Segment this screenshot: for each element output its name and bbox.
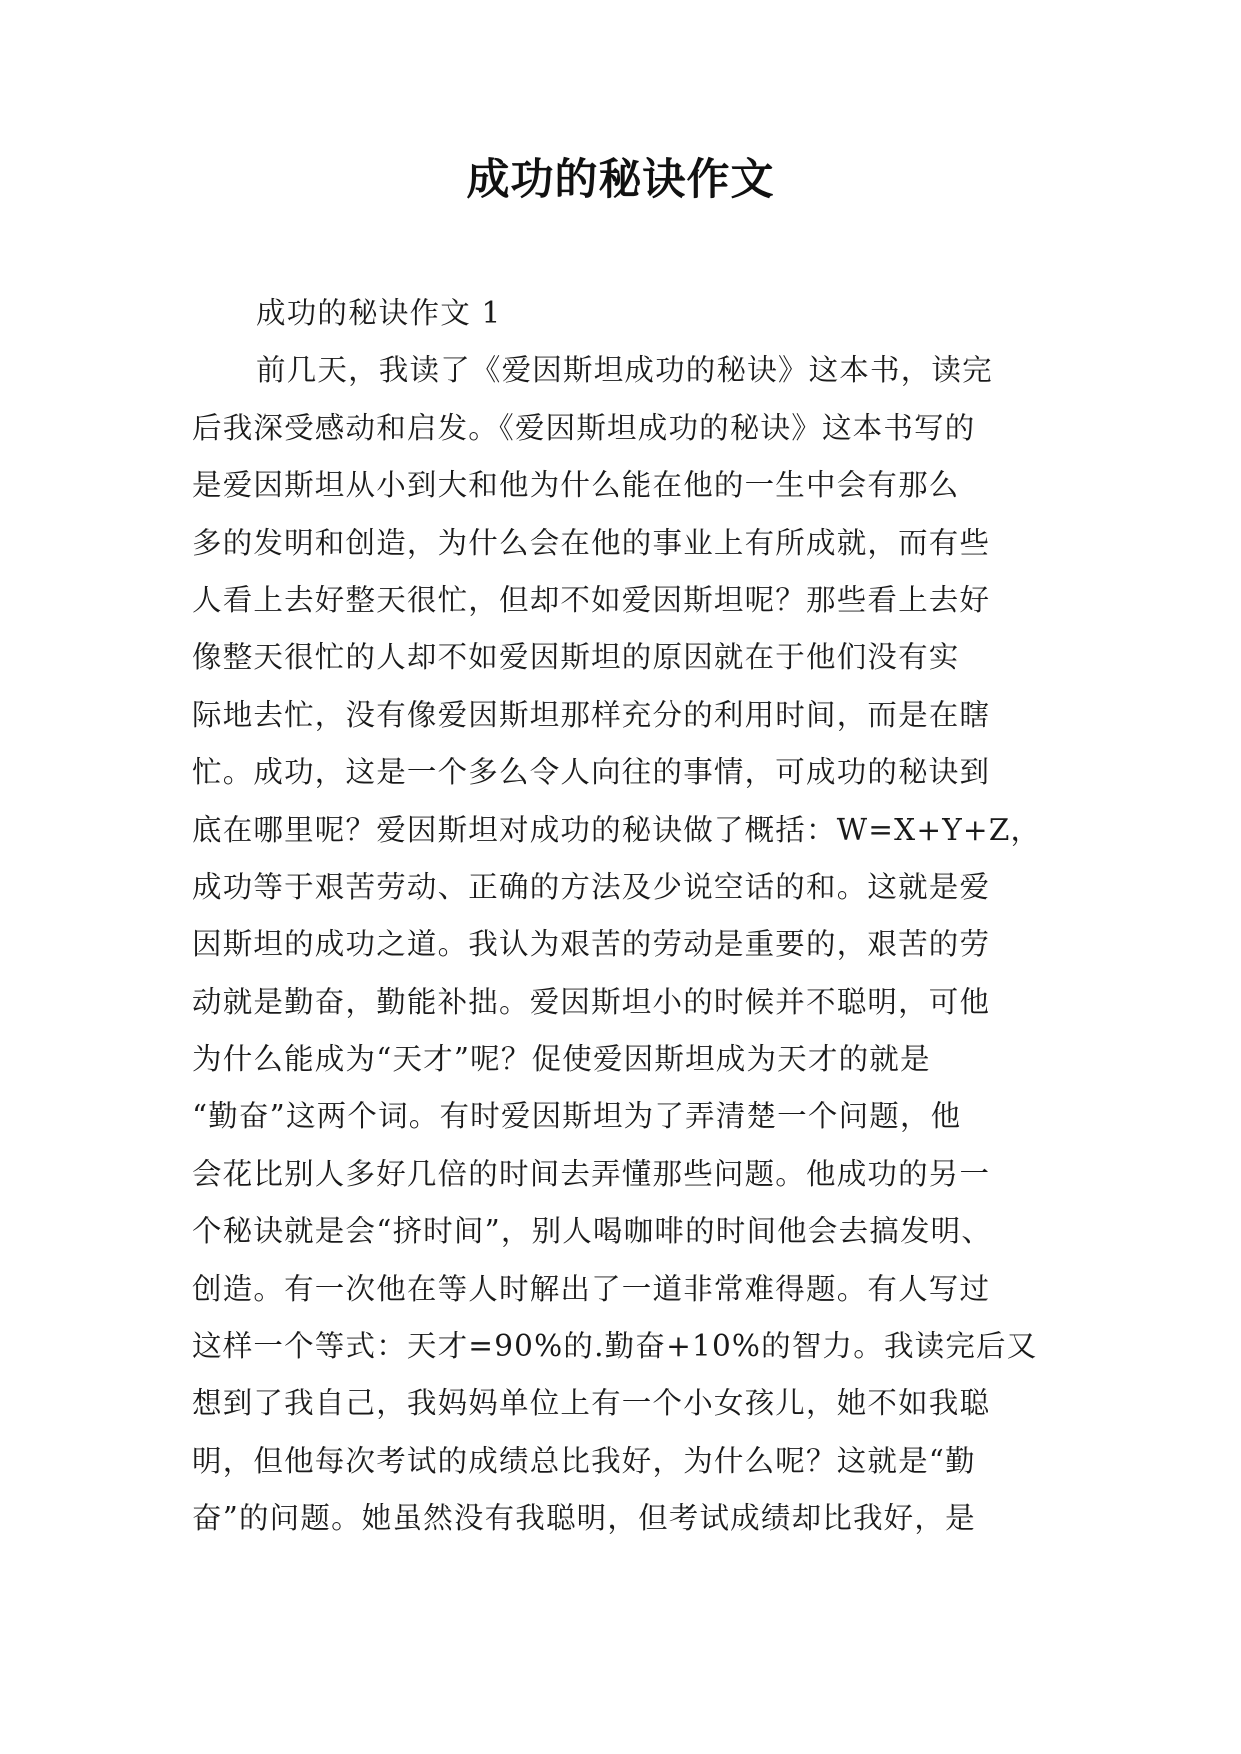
paragraph-line: 这样一个等式：天才=90%的.勤奋+10%的智力。我读完后又 <box>192 1329 1038 1364</box>
document-body <box>192 285 1062 1548</box>
paragraph-line: 因斯坦的成功之道。我认为艰苦的劳动是重要的，艰苦的劳 <box>192 927 991 962</box>
paragraph-line: 多的发明和创造，为什么会在他的事业上有所成就，而有些 <box>192 525 991 560</box>
paragraph-line: 想到了我自己，我妈妈单位上有一个小女孩儿，她不如我聪 <box>192 1386 991 1421</box>
paragraph-line: 成功等于艰苦劳动、正确的方法及少说空话的和。这就是爱 <box>192 869 991 904</box>
paragraph-line: 创造。有一次他在等人时解出了一道非常难得题。有人写过 <box>192 1271 991 1306</box>
paragraph-line: 会花比别人多好几倍的时间去弄懂那些问题。他成功的另一 <box>192 1156 991 1191</box>
paragraph-line: “勤奋”这两个词。有时爱因斯坦为了弄清楚一个问题，他 <box>192 1099 962 1134</box>
document-title: 成功的秘诀作文 <box>466 155 775 205</box>
paragraph-line: 动就是勤奋，勤能补拙。爱因斯坦小的时候并不聪明，可他 <box>192 984 991 1019</box>
paragraph-line: 后我深受感动和启发。《爱因斯坦成功的秘诀》这本书写的 <box>192 410 976 445</box>
paragraph-line: 底在哪里呢？爱因斯坦对成功的秘诀做了概括：W=X+Y+Z， <box>192 812 1042 847</box>
paragraph-line: 忙。成功，这是一个多么令人向往的事情，可成功的秘诀到 <box>192 755 991 790</box>
paragraph-line: 像整天很忙的人却不如爱因斯坦的原因就在于他们没有实 <box>192 640 960 675</box>
paragraph-line: 前几天，我读了《爱因斯坦成功的秘诀》这本书，读完 <box>256 353 993 388</box>
paragraph-line: 际地去忙，没有像爱因斯坦那样充分的利用时间，而是在瞎 <box>192 697 991 732</box>
paragraph-line: 人看上去好整天很忙，但却不如爱因斯坦呢？那些看上去好 <box>192 582 991 617</box>
paragraph-line: 个秘诀就是会“挤时间”，别人喝咖啡的时间他会去搞发明、 <box>192 1214 993 1249</box>
section-heading: 成功的秘诀作文 1 <box>256 296 502 330</box>
paragraph-line: 是爱因斯坦从小到大和他为什么能在他的一生中会有那么 <box>192 468 960 503</box>
paragraph-line: 明，但他每次考试的成绩总比我好，为什么呢？这就是“勤 <box>192 1443 976 1478</box>
paragraph-line: 为什么能成为“天才”呢？促使爱因斯坦成为天才的就是 <box>192 1042 931 1077</box>
paragraph-line: 奋”的问题。她虽然没有我聪明，但考试成绩却比我好，是 <box>192 1501 976 1536</box>
